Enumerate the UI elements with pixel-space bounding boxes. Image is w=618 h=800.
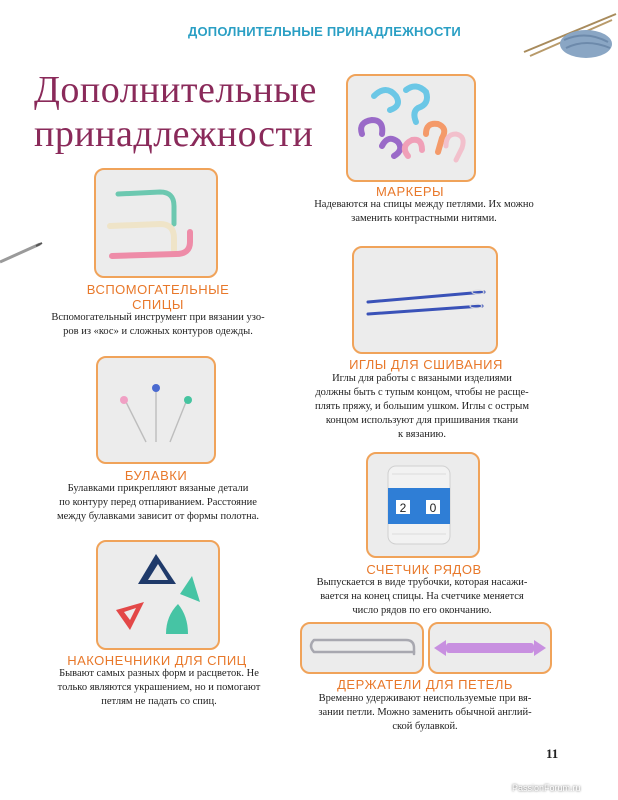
stitch-holders-description: Временно удерживают неиспользуемые при вя- зании петли. Можно заменить обычной англий- ской булавкой. <box>318 693 532 732</box>
watermark: PassionForum.ru <box>512 783 581 793</box>
counter-digit-tens: 2 <box>399 501 407 515</box>
sewing-needles-photo <box>352 246 498 354</box>
stitch-holders-title: ДЕРЖАТЕЛИ ДЛЯ ПЕТЕЛЬ <box>337 677 513 692</box>
page-title: Дополнительные принадлежности <box>34 69 317 155</box>
pins-photo <box>96 356 216 464</box>
cable-needles-description: Вспомогательный инструмент при вязании узо- ров из «кос» и сложных контуров одежды. <box>51 312 265 337</box>
stitch-holder-metal-photo <box>300 622 424 674</box>
cable-needles-photo <box>94 168 218 278</box>
stitch-holder-plastic-photo <box>428 622 552 674</box>
row-counter-title: СЧЕТЧИК РЯДОВ <box>366 562 482 577</box>
point-protectors-title: НАКОНЕЧНИКИ ДЛЯ СПИЦ <box>67 653 247 668</box>
markers-photo <box>346 74 476 182</box>
cable-needles-title: ВСПОМОГАТЕЛЬНЫЕ СПИЦЫ <box>86 282 230 312</box>
markers-title: МАРКЕРЫ <box>375 184 445 199</box>
page-number: 11 <box>546 746 559 761</box>
row-counter-photo <box>366 452 480 558</box>
knitting-needle-icon <box>0 238 44 266</box>
counter-digit-ones: 0 <box>429 501 437 515</box>
point-protectors-description: Бывают самых разных форм и расцветок. Не только являются украшением, но и помогают петлям не падать со спиц. <box>57 668 261 707</box>
row-counter-description: Выпускается в виде трубочки, которая насажи- вается на конец спицы. На счетчике меняется число рядов по его окончанию. <box>316 577 528 616</box>
pins-title: БУЛАВКИ <box>124 468 188 483</box>
pins-description: Булавками прикрепляют вязаные детали по контуру перед отпариванием. Расстояние между булавками зависит от формы полотна. <box>56 483 260 522</box>
markers-description: Надеваются на спицы между петлями. Их можно заменить контрастными нитями. <box>314 199 534 224</box>
sewing-needles-title: ИГЛЫ ДЛЯ СШИВАНИЯ <box>349 357 503 372</box>
point-protectors-photo <box>96 540 220 650</box>
yarn-ball-icon <box>520 8 618 60</box>
section-header: ДОПОЛНИТЕЛЬНЫЕ ПРИНАДЛЕЖНОСТИ <box>188 24 461 39</box>
sewing-needles-description: Иглы для работы с вязаными изделиями должны быть с тупым концом, чтобы не расще- плять пряжу, и большим ушком. Иглы с острым концом используют для пришивания ткани к вязанию. <box>314 373 530 440</box>
